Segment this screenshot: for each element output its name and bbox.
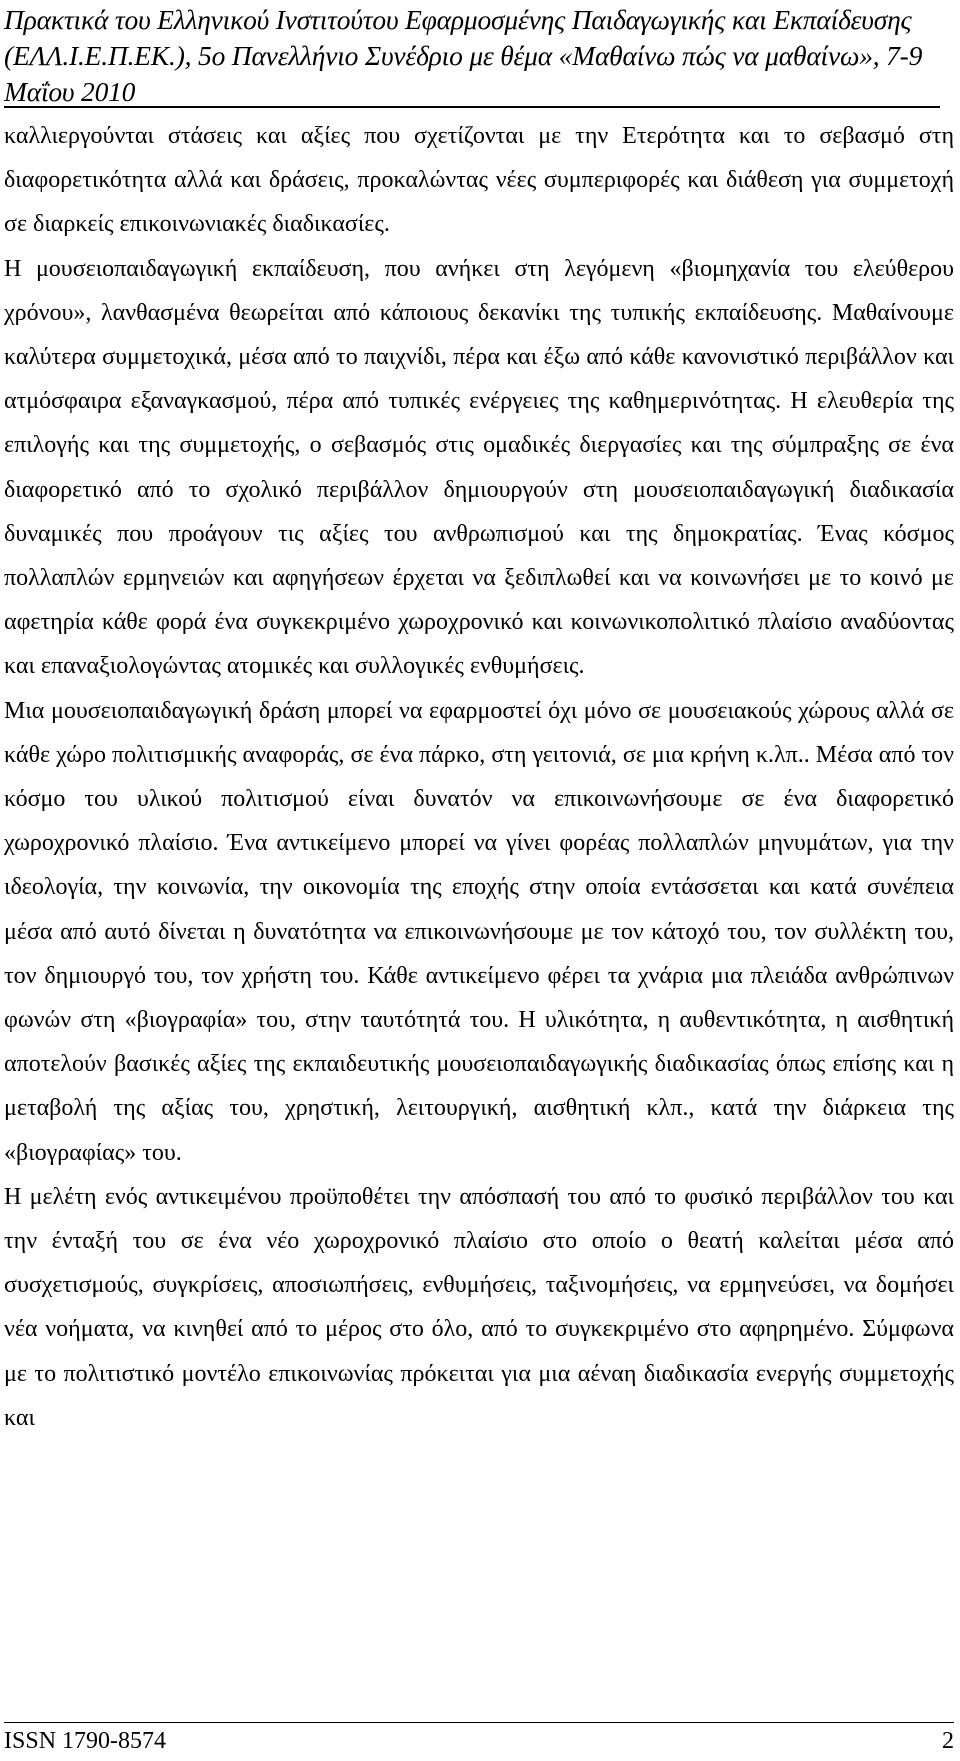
issn-label: ISSN 1790-8574 bbox=[4, 1728, 167, 1754]
header-line-3: Μαΐου 2010 bbox=[4, 76, 136, 107]
running-header bbox=[4, 2, 954, 110]
paragraph-1: καλλιεργούνται στάσεις και αξίες που σχετίζονται με την Ετερότητα και το σεβασμό στη διαφορετικότητα αλλά και δράσεις, προκαλώντας νέες συμπεριφορές και διάθεση για συμμετοχή σε διαρκείς επικοινωνιακές διαδικασίες. bbox=[4, 123, 954, 238]
header-line-2: (ΕΛΛ.Ι.Ε.Π.ΕΚ.), 5ο Πανελλήνιο Συνέδριο με θέμα «Μαθαίνω πώς να μαθαίνω», 7-9 bbox=[4, 40, 923, 71]
page-footer bbox=[4, 1722, 954, 1759]
paragraph-4: Η μελέτη ενός αντικειμένου προϋποθέτει την απόσπασή του από το φυσικό περιβάλλον του και την ένταξή του σε ένα νέο χωροχρονικό πλαίσιο στο οποίο ο θεατή καλείται μέσα από συσχετισμούς, συγκρίσεις, αποσιωπήσεις, ενθυμήσεις, ταξινομήσεις, να ερμηνεύσει, να δομήσει νέα νοήματα, να κινηθεί από το μέρος στο όλο, από το συγκεκριμένο στο αφηρημένο. Σύμφωνα με το πολιτιστικό μοντέλο επικοινωνίας πρόκειται για μια αέναη διαδικασία ενεργής συμμετοχής και bbox=[4, 1183, 954, 1431]
header-line-1: Πρακτικά του Ελληνικού Ινστιτούτου Εφαρμοσμένης Παιδαγωγικής και Εκπαίδευσης bbox=[4, 4, 912, 35]
paragraph-2: Η μουσειοπαιδαγωγική εκπαίδευση, που ανήκει στη λεγόμενη «βιομηχανία του ελεύθερου χρόνου», λανθασμένα θεωρείται από κάποιους δεκανίκι της τυπικής εκπαίδευσης. Μαθαίνουμε καλύτερα συμμετοχικά, μέσα από το παιχνίδι, πέρα και έξω από κάθε κανονιστικό περιβάλλον και ατμόσφαιρα εξαναγκασμού, πέρα από τυπικές ενέργειες της καθημερινότητας. Η ελευθερία της επιλογής και της συμμετοχής, ο σεβασμός στις ομαδικές διεργασίες και της σύμπραξης σε ένα διαφορετικό από το σχολικό περιβάλλον δημιουργούν στη μουσειοπαιδαγωγική διαδικασία δυναμικές που προάγουν τις αξίες του ανθρωπισμού και της δημοκρατίας. Ένας κόσμος πολλαπλών ερμηνειών και αφηγήσεων έρχεται να ξεδιπλωθεί και να κοινωνήσει με το κοινό με αφετηρία κάθε φορά ένα συγκεκριμένο χωροχρονικό και κοινωνικοπολιτικό πλαίσιο αναδύοντας και επαναξιολογώντας ατομικές και συλλογικές ενθυμήσεις. bbox=[4, 255, 954, 680]
main-text bbox=[4, 114, 954, 1440]
header-divider bbox=[4, 106, 940, 108]
paragraph-3: Μια μουσειοπαιδαγωγική δράση μπορεί να εφαρμοστεί όχι μόνο σε μουσειακούς χώρους αλλά σε κάθε χώρο πολιτισμικής αναφοράς, σε ένα πάρκο, στη γειτονιά, σε μια κρήνη κ.λπ.. Μέσα από τον κόσμο του υλικού πολιτισμού είναι δυνατόν να επικοινωνήσουμε σε ένα διαφορετικό χωροχρονικό πλαίσιο. Ένα αντικείμενο μπορεί να γίνει φορέας πολλαπλών μηνυμάτων, για την ιδεολογία, την κοινωνία, την οικονομία της εποχής στην οποία εντάσσεται και κατά συνέπεια μέσα από αυτό δίνεται η δυνατότητα να επικοινωνήσουμε με τον κάτοχό του, τον συλλέκτη του, τον δημιουργό του, τον χρήστη του. Κάθε αντικείμενο φέρει τα χνάρια μια πλειάδα ανθρώπινων φωνών στη «βιογραφία» του, στην ταυτότητά του. Η υλικότητα, η αυθεντικότητα, η αισθητική αποτελούν βασικές αξίες της εκπαιδευτικής μουσειοπαιδαγωγικής διαδικασίας όπως επίσης και η μεταβολή της αξίας του, χρηστική, λειτουργική, αισθητική κλπ., κατά την διάρκεια της «βιογραφίας» του. bbox=[4, 697, 954, 1166]
page-number: 2 bbox=[942, 1728, 954, 1754]
